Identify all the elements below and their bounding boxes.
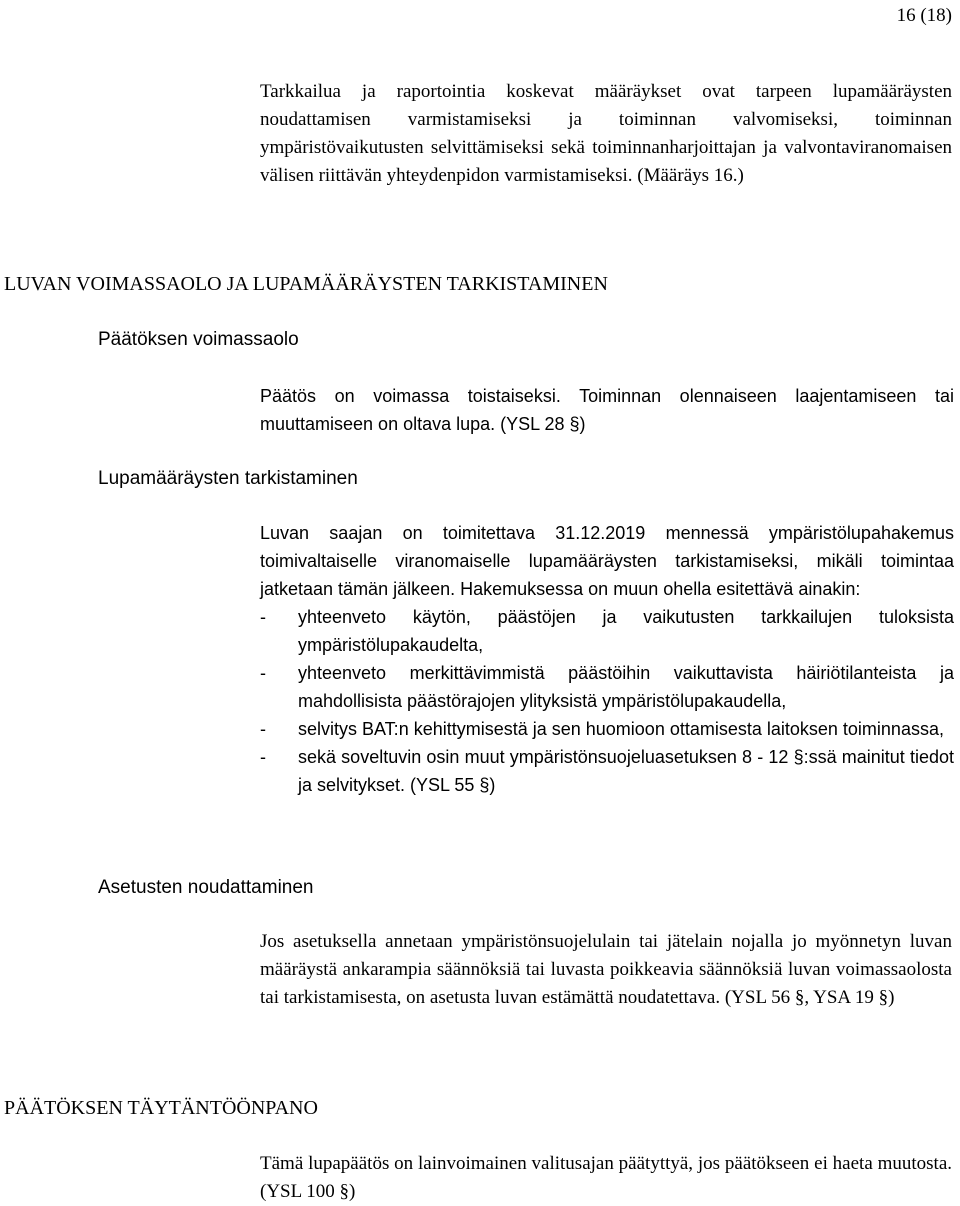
list-item: - selvitys BAT:n kehittymisestä ja sen huomioon ottamisesta laitoksen toiminnassa, [260, 715, 954, 743]
permit-review-list [260, 603, 954, 799]
list-dash: - [260, 719, 266, 739]
section-heading-validity-review: LUVAN VOIMASSAOLO JA LUPAMÄÄRÄYSTEN TARKISTAMINEN [4, 273, 608, 295]
compliance-paragraph: Jos asetuksella annetaan ympäristönsuojelulain tai jätelain nojalla jo myönnetyn luvan määräystä ankarampia säännöksiä tai luvasta poikkeavia säännöksiä luvan voimassaolosta tai tarkistamisesta, on asetusta luvan estämättä noudatettava. (YSL 56 §, YSA 19 §) [260, 931, 952, 1008]
page-number: 16 (18) [896, 5, 952, 26]
list-dash: - [260, 663, 266, 683]
subheading-decision-validity: Päätöksen voimassaolo [98, 329, 299, 350]
list-item: - yhteenveto käytön, päästöjen ja vaikutusten tarkkailujen tuloksista ympäristölupakaudelta, [260, 603, 954, 659]
enforcement-paragraph: Tämä lupapäätös on lainvoimainen valitusajan päätyttyä, jos päätökseen ei haeta muutosta. (YSL 100 §) [260, 1153, 952, 1202]
section-heading-enforcement: PÄÄTÖKSEN TÄYTÄNTÖÖNPANO [4, 1097, 318, 1119]
permit-review-paragraph: Luvan saajan on toimitettava 31.12.2019 mennessä ympäristölupahakemus toimivaltaiselle viranomaiselle lupamääräysten tarkistamiseksi, mikäli toimintaa jatketaan tämän jälkeen. Hakemuksessa on muun ohella esitettävä ainakin: [260, 523, 954, 599]
list-dash: - [260, 607, 266, 627]
intro-paragraph: Tarkkailua ja raportointia koskevat määräykset ovat tarpeen lupamääräysten noudattamisen varmistamiseksi ja toiminnan valvomiseksi, toiminnan ympäristövaikutusten selvittämiseksi sekä toiminnanharjoittajan ja valvontaviranomaisen välisen riittävän yhteydenpidon varmistamiseksi. (Määräys 16.) [260, 81, 952, 186]
permit-review-section [260, 519, 954, 799]
subheading-regulation-compliance: Asetusten noudattaminen [98, 877, 314, 898]
validity-paragraph: Päätös on voimassa toistaiseksi. Toiminnan olennaiseen laajentamiseen tai muuttamiseen on oltava lupa. (YSL 28 §) [260, 386, 954, 434]
list-item: - yhteenveto merkittävimmistä päästöihin vaikuttavista häiriötilanteista ja mahdollisista päästörajojen ylityksistä ympäristölupakaudella, [260, 659, 954, 715]
list-dash: - [260, 747, 266, 767]
list-item: - sekä soveltuvin osin muut ympäristönsuojeluasetuksen 8 - 12 §:ssä mainitut tiedot ja selvitykset. (YSL 55 §) [260, 743, 954, 799]
subheading-permit-review: Lupamääräysten tarkistaminen [98, 468, 358, 489]
